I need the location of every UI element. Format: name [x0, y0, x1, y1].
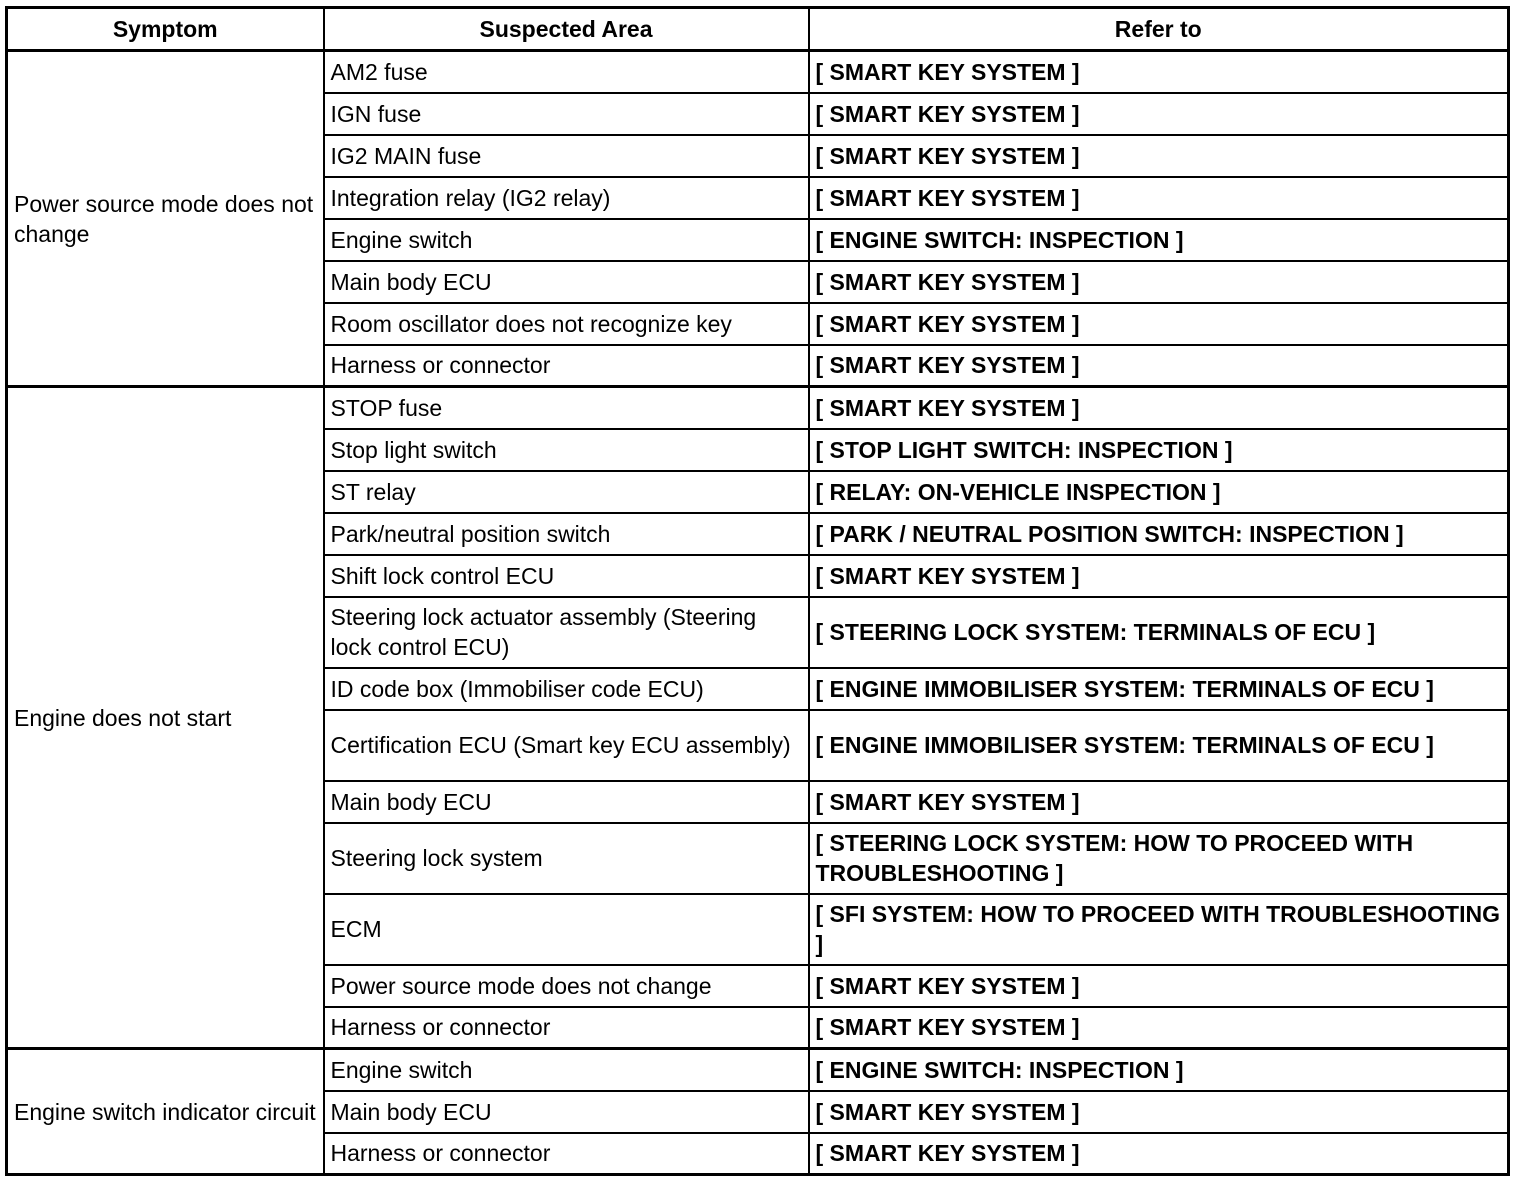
refer-to-cell: [ ENGINE IMMOBILISER SYSTEM: TERMINALS OF ECU ] — [809, 710, 1509, 781]
refer-to-cell: [ SMART KEY SYSTEM ] — [809, 387, 1509, 429]
header-symptom: Symptom — [7, 8, 324, 51]
refer-to-cell: [ SMART KEY SYSTEM ] — [809, 51, 1509, 93]
header-suspected-area: Suspected Area — [324, 8, 809, 51]
refer-to-cell: [ SMART KEY SYSTEM ] — [809, 555, 1509, 597]
suspected-area-cell: Integration relay (IG2 relay) — [324, 177, 809, 219]
refer-to-cell: [ SMART KEY SYSTEM ] — [809, 93, 1509, 135]
refer-to-cell: [ RELAY: ON-VEHICLE INSPECTION ] — [809, 471, 1509, 513]
suspected-area-cell: AM2 fuse — [324, 51, 809, 93]
suspected-area-cell: Harness or connector — [324, 1007, 809, 1049]
refer-to-cell: [ SMART KEY SYSTEM ] — [809, 1133, 1509, 1175]
table-row — [7, 1049, 1509, 1091]
refer-to-cell: [ SMART KEY SYSTEM ] — [809, 261, 1509, 303]
suspected-area-cell: Harness or connector — [324, 1133, 809, 1175]
troubleshooting-table — [5, 6, 1510, 1176]
table-row — [7, 51, 1509, 93]
suspected-area-cell: Main body ECU — [324, 1091, 809, 1133]
header-row — [7, 8, 1509, 51]
refer-to-cell: [ ENGINE SWITCH: INSPECTION ] — [809, 1049, 1509, 1091]
refer-to-cell: [ SMART KEY SYSTEM ] — [809, 1007, 1509, 1049]
suspected-area-cell: Room oscillator does not recognize key — [324, 303, 809, 345]
refer-to-cell: [ SMART KEY SYSTEM ] — [809, 965, 1509, 1007]
symptom-cell: Engine does not start — [7, 387, 324, 1049]
suspected-area-cell: ID code box (Immobiliser code ECU) — [324, 668, 809, 710]
suspected-area-cell: Steering lock system — [324, 823, 809, 894]
suspected-area-cell: Main body ECU — [324, 261, 809, 303]
suspected-area-cell: Engine switch — [324, 219, 809, 261]
suspected-area-cell: Steering lock actuator assembly (Steering lock control ECU) — [324, 597, 809, 668]
symptom-cell: Power source mode does not change — [7, 51, 324, 387]
refer-to-cell: [ SMART KEY SYSTEM ] — [809, 303, 1509, 345]
refer-to-cell: [ SMART KEY SYSTEM ] — [809, 1091, 1509, 1133]
suspected-area-cell: Stop light switch — [324, 429, 809, 471]
refer-to-cell: [ SFI SYSTEM: HOW TO PROCEED WITH TROUBLESHOOTING ] — [809, 894, 1509, 965]
refer-to-cell: [ PARK / NEUTRAL POSITION SWITCH: INSPECTION ] — [809, 513, 1509, 555]
suspected-area-cell: Harness or connector — [324, 345, 809, 387]
refer-to-cell: [ STEERING LOCK SYSTEM: HOW TO PROCEED WITH TROUBLESHOOTING ] — [809, 823, 1509, 894]
refer-to-cell: [ SMART KEY SYSTEM ] — [809, 177, 1509, 219]
suspected-area-cell: Park/neutral position switch — [324, 513, 809, 555]
header-refer-to: Refer to — [809, 8, 1509, 51]
suspected-area-cell: ST relay — [324, 471, 809, 513]
suspected-area-cell: Main body ECU — [324, 781, 809, 823]
table-row — [7, 387, 1509, 429]
suspected-area-cell: Engine switch — [324, 1049, 809, 1091]
suspected-area-cell: IGN fuse — [324, 93, 809, 135]
symptom-cell: Engine switch indicator circuit — [7, 1049, 324, 1175]
suspected-area-cell: Certification ECU (Smart key ECU assembly) — [324, 710, 809, 781]
refer-to-cell: [ SMART KEY SYSTEM ] — [809, 781, 1509, 823]
suspected-area-cell: ECM — [324, 894, 809, 965]
refer-to-cell: [ ENGINE SWITCH: INSPECTION ] — [809, 219, 1509, 261]
table-body — [7, 51, 1509, 1175]
refer-to-cell: [ SMART KEY SYSTEM ] — [809, 345, 1509, 387]
refer-to-cell: [ SMART KEY SYSTEM ] — [809, 135, 1509, 177]
suspected-area-cell: IG2 MAIN fuse — [324, 135, 809, 177]
refer-to-cell: [ ENGINE IMMOBILISER SYSTEM: TERMINALS OF ECU ] — [809, 668, 1509, 710]
suspected-area-cell: Shift lock control ECU — [324, 555, 809, 597]
suspected-area-cell: Power source mode does not change — [324, 965, 809, 1007]
refer-to-cell: [ STEERING LOCK SYSTEM: TERMINALS OF ECU ] — [809, 597, 1509, 668]
refer-to-cell: [ STOP LIGHT SWITCH: INSPECTION ] — [809, 429, 1509, 471]
suspected-area-cell: STOP fuse — [324, 387, 809, 429]
